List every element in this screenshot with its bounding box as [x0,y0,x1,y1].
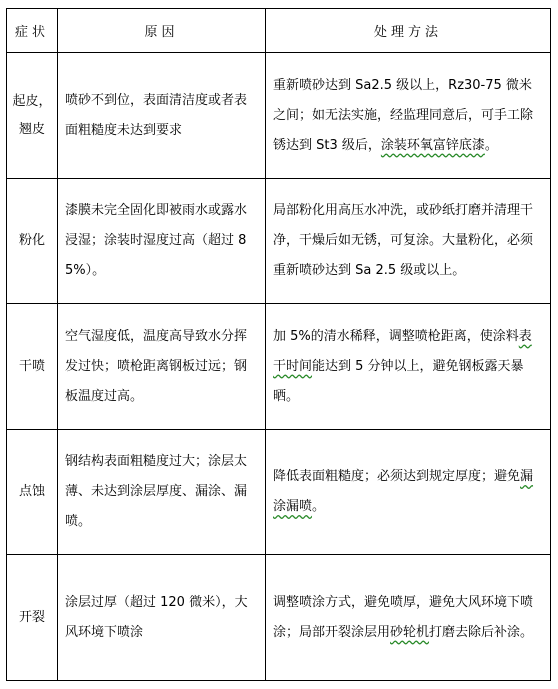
header-method: 处理方法 [266,9,551,53]
method-text: 局部粉化用高压水冲洗，或砂纸打磨并清理干净，干燥后如无锈，可复涂。大量粉化，必须重新喷砂达到 Sa 2.5 级或以上。 [273,203,534,278]
cause-cell: 喷砂不到位，表面清洁度或者表面粗糙度未达到要求 [58,53,266,179]
method-text: 重新喷砂达到 Sa2.5 级以上，Rz30-75 微米之间；如无法实施，经监理同意后，可手工除锈达到 St3 级后， [273,77,534,153]
method-text-end: 打磨去除后补涂。 [429,624,534,640]
method-cell [266,304,551,430]
table-row [7,304,551,430]
cause-cell: 涂层过厚（超过 120 微米），大风环境下喷涂 [58,555,266,681]
header-row [7,9,551,53]
method-cell [266,53,551,179]
method-cell [266,555,551,681]
header-symptom: 症状 [7,9,58,53]
method-underlined-text: 涂装环氧富锌底漆 [380,137,485,153]
table-row [7,555,551,681]
symptom-cell: 开裂 [7,555,58,681]
method-text: 调整喷涂方式，避免喷厚，避免大风环境下喷涂；局部开裂涂层用 [273,594,534,640]
symptom-cell: 干喷 [7,304,58,430]
method-text-end: 。 [484,137,498,153]
symptom-cell: 粉化 [7,179,58,304]
symptom-cell: 起皮，翘皮 [7,53,58,179]
header-cause: 原因 [58,9,266,53]
symptom-cell: 点蚀 [7,430,58,555]
table-row [7,179,551,304]
method-text-end: 。 [312,499,326,514]
method-cell [266,179,551,304]
method-text: 降低表面粗糙度；必须达到规定厚度；避免 [273,469,521,484]
method-text: 加 5%的清水稀释，调整喷枪距离，使涂料 [273,328,519,344]
cause-cell: 漆膜未完全固化即被雨水或露水浸湿；涂装时湿度过高（超过 85%）。 [58,179,266,304]
table-row [7,53,551,179]
cause-cell: 钢结构表面粗糙度过大；涂层太薄、未达到涂层厚度、漏涂、漏喷。 [58,430,266,555]
method-underlined-text: 漏涂漏喷 [273,469,534,514]
method-cell [266,430,551,555]
cause-cell: 空气湿度低，温度高导致水分挥发过快；喷枪距离钢板过远；钢板温度过高。 [58,304,266,430]
method-text-end: 能达到 5 分钟以上，避免钢板露天暴晒。 [273,358,524,404]
table-row [7,430,551,555]
defects-table [6,8,551,681]
method-underlined-text: 表干时间 [273,328,532,374]
method-underlined-text: 砂轮机 [390,624,430,640]
